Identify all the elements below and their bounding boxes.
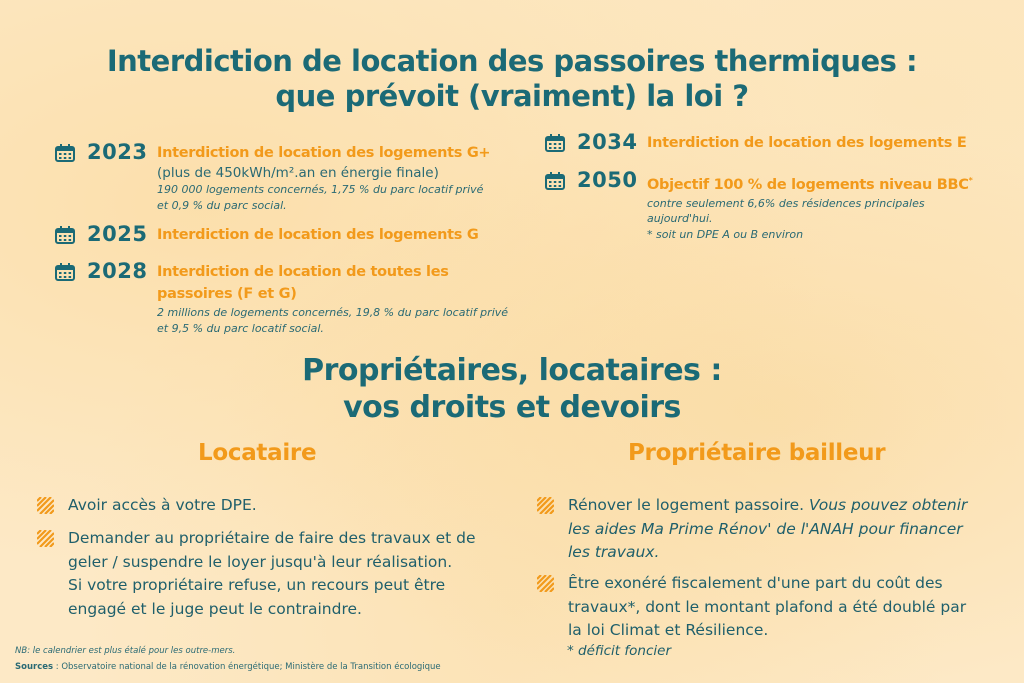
text-line: [568, 494, 1008, 518]
timeline-note: (plus de 450kWh/m².an en énergie finale): [157, 165, 439, 181]
hatched-square-icon: [37, 530, 54, 547]
timeline-detail: 2 millions de logements concernés, 19,8 % du parc locatif privé: [157, 306, 509, 319]
landlord-bullet-text: [568, 494, 1008, 565]
calendar-icon: [55, 263, 75, 281]
text-line: Être exonéré fiscalement d'une part du coût des: [568, 574, 943, 592]
tenant-bullet-text: [68, 527, 508, 621]
calendar-icon: [55, 144, 75, 162]
timeline-heading: [647, 170, 1017, 196]
text-line: la loi Climat et Résilience.: [568, 621, 769, 639]
timeline-heading: Interdiction de location des logements G+: [157, 145, 491, 161]
page-title: [0, 44, 1024, 114]
section-title-line-1: Propriétaires, locataires :: [302, 353, 722, 388]
timeline-detail: * soit un DPE A ou B environ: [647, 227, 804, 241]
hatched-square-icon: [37, 497, 54, 514]
hatched-square-icon: [537, 497, 554, 514]
timeline-detail: contre seulement 6,6% des résidences principales: [647, 196, 925, 210]
calendar-icon: [545, 172, 565, 190]
text-lead: Rénover le logement passoire.: [568, 496, 805, 514]
timeline-heading: Interdiction de location des logements G: [157, 227, 479, 243]
text-italic: les aides Ma Prime Rénov' de l'ANAH pour financer: [568, 519, 963, 538]
page-title-line-2: que prévoit (vraiment) la loi ?: [275, 79, 749, 113]
page-title-line-1: Interdiction de location des passoires thermiques :: [106, 44, 918, 78]
hatched-square-icon: [537, 575, 554, 592]
sources-line: [15, 662, 441, 672]
text-line: Demander au propriétaire de faire des travaux et de: [68, 529, 476, 547]
timeline-heading: passoires (F et G): [157, 286, 297, 302]
sources-text: : Observatoire national de la rénovation énergétique; Ministère de la Transition écologique: [53, 662, 441, 672]
section-title: [0, 352, 1024, 426]
section-title-line-2: vos droits et devoirs: [343, 390, 681, 425]
timeline-year: 2025: [87, 222, 148, 246]
text-line: travaux*, dont le montant plafond a été doublé par: [568, 597, 967, 616]
text-line: geler / suspendre le loyer jusqu'à leur réalisation.: [68, 552, 453, 571]
timeline-heading-text: Objectif 100 % de logements niveau BBC: [647, 176, 969, 193]
timeline-detail: 190 000 logements concernés, 1,75 % du parc locatif privé: [157, 183, 484, 196]
landlord-bullet-text: [568, 572, 1008, 643]
nb-note: NB: le calendrier est plus étalé pour les outre-mers.: [15, 646, 236, 656]
timeline-detail: et 0,9 % du parc social.: [157, 198, 287, 212]
text-line: Si votre propriétaire refuse, un recours peut être: [68, 576, 446, 594]
sources-label: Sources: [15, 662, 54, 672]
landlord-title: Propriétaire bailleur: [628, 440, 886, 466]
text-line: [568, 541, 1008, 565]
footnote-mark: *: [968, 176, 973, 185]
text-line: [568, 518, 1008, 542]
timeline-detail: et 9,5 % du parc locatif social.: [157, 321, 324, 335]
landlord-footnote: * déficit foncier: [567, 643, 671, 659]
timeline-year: 2023: [87, 140, 148, 164]
timeline-year: 2034: [577, 130, 638, 154]
tenant-bullet-text: Avoir accès à votre DPE.: [68, 496, 257, 514]
text-italic: les travaux.: [568, 543, 660, 561]
tenant-title: Locataire: [198, 440, 317, 466]
timeline-year: 2028: [87, 259, 148, 283]
calendar-icon: [55, 226, 75, 244]
text-line: engagé et le juge peut le contraindre.: [68, 599, 362, 618]
timeline-heading: Interdiction de location de toutes les: [157, 264, 449, 280]
timeline-year: 2050: [577, 168, 638, 192]
timeline-detail: aujourd'hui.: [647, 212, 713, 226]
timeline-heading: Interdiction de location des logements E: [647, 135, 967, 151]
text-italic: Vous pouvez obtenir: [809, 496, 968, 514]
calendar-icon: [545, 134, 565, 152]
